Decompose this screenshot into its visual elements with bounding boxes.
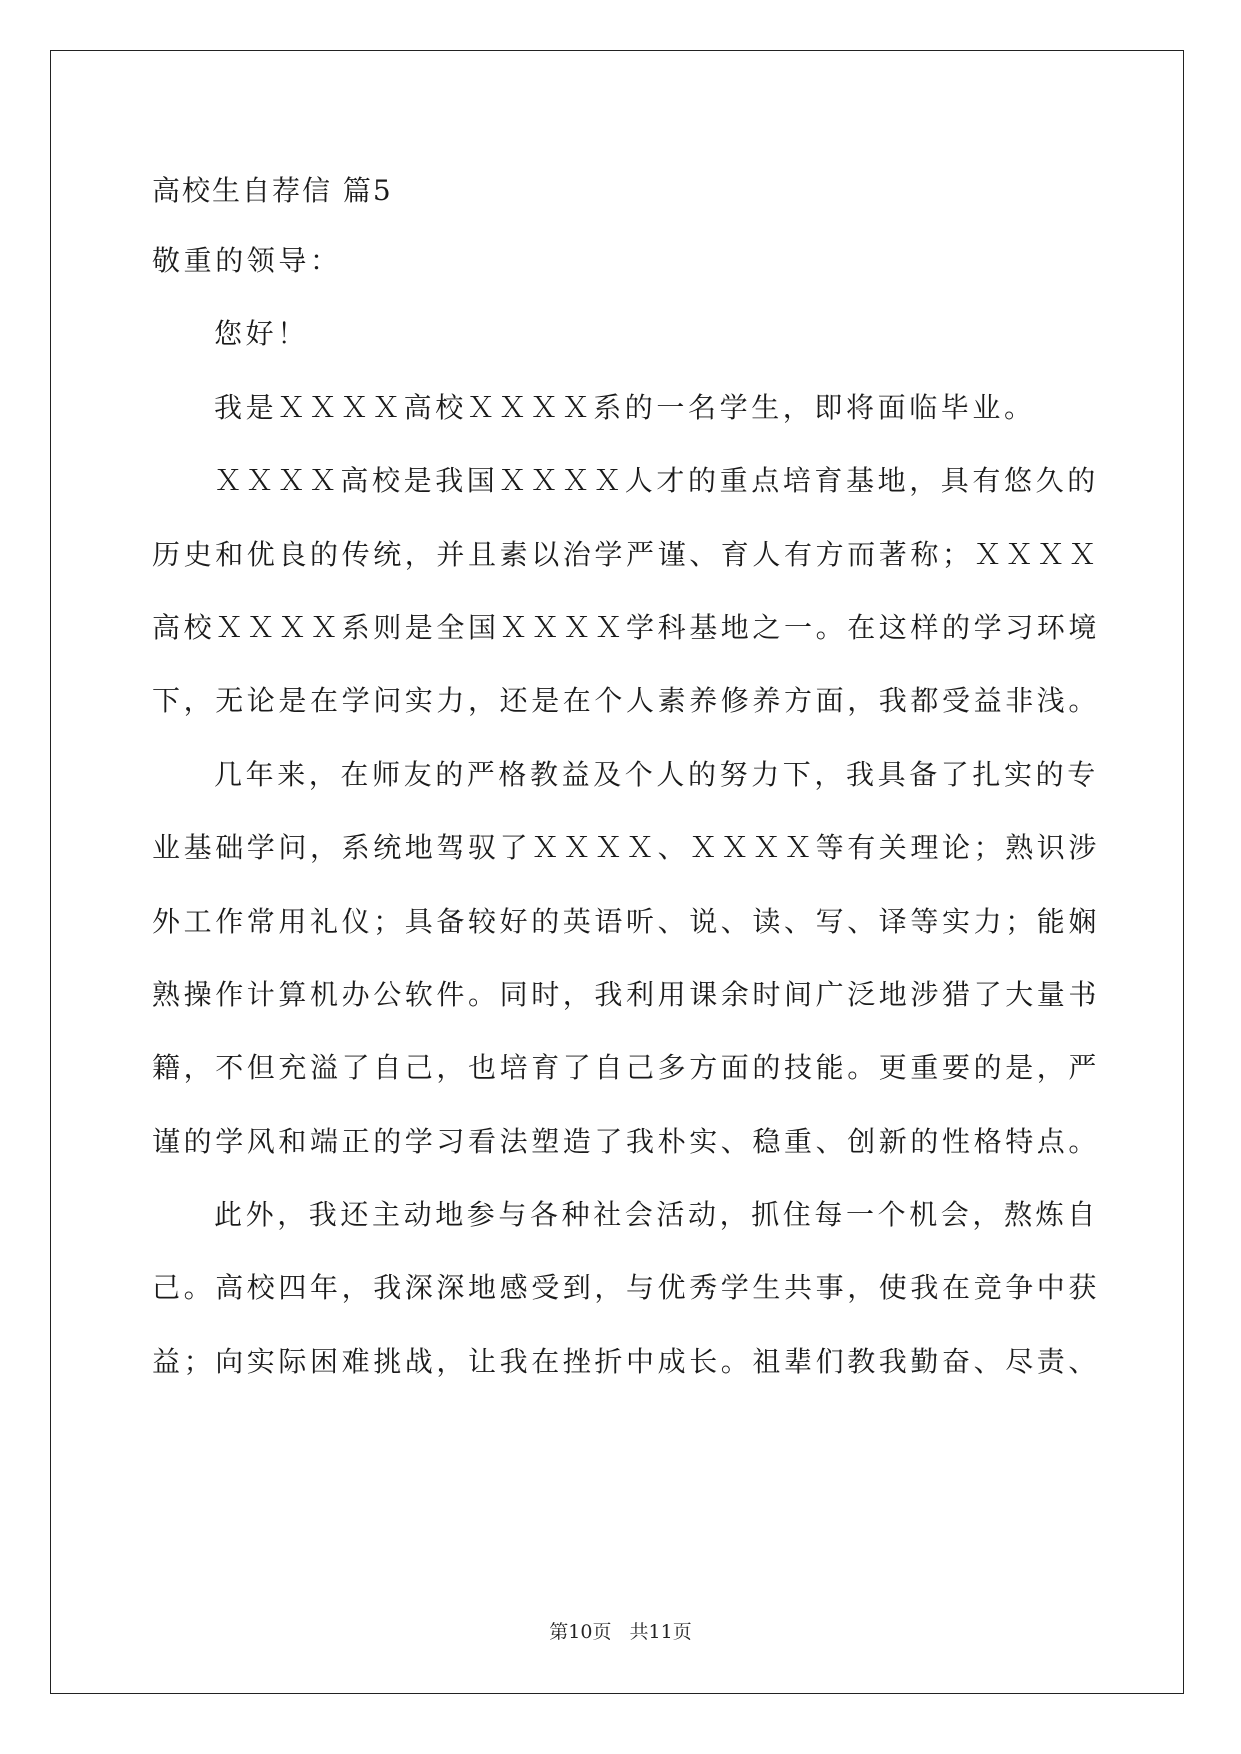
text-line: 熟操作计算机办公软件。同时，我利用课余时间广泛地涉猎了大量书 [152,977,1101,1011]
document-title: 高校生自荐信 篇5 [152,174,393,207]
text-line: 谨的学风和端正的学习看法塑造了我朴实、稳重、创新的性格特点。 [152,1124,1101,1158]
text-line: 高校ＸＸＸＸ系则是全国ＸＸＸＸ学科基地之一。在这样的学习环境 [152,610,1101,644]
paragraph-lines [152,297,1101,1398]
document-body [152,158,1101,1398]
text-line: 历史和优良的传统，并且素以治学严谨、育人有方而著称；ＸＸＸＸ [152,537,1101,571]
page-total: 共11页 [629,1621,692,1643]
text-line: ＸＸＸＸ高校是我国ＸＸＸＸ人才的重点培育基地，具有悠久的 [214,464,1099,498]
salutation: 敬重的领导： [152,244,342,277]
text-line: 籍，不但充溢了自己，也培育了自己多方面的技能。更重要的是，严 [152,1051,1101,1085]
text-line: 您好！ [214,317,309,351]
text-line: 下，无论是在学问实力，还是在个人素养修养方面，我都受益非浅。 [152,684,1101,718]
text-line: 几年来，在师友的严格教益及个人的努力下，我具备了扎实的专 [214,757,1099,791]
page-number: 第10页 [549,1621,612,1643]
text-line: 益；向实际困难挑战，让我在挫折中成长。祖辈们教我勤奋、尽责、 [152,1344,1101,1378]
page-footer [0,1617,1241,1644]
text-line: 此外，我还主动地参与各种社会活动，抓住每一个机会，熬炼自 [214,1198,1099,1232]
text-line: 我是ＸＸＸＸ高校ＸＸＸＸ系的一名学生，即将面临毕业。 [214,390,1036,424]
text-line: 业基础学问，系统地驾驭了ＸＸＸＸ、ＸＸＸＸ等有关理论；熟识涉 [152,831,1101,865]
text-line: 外工作常用礼仪；具备较好的英语听、说、读、写、译等实力；能娴 [152,904,1101,938]
text-line: 己。高校四年，我深深地感受到，与优秀学生共事，使我在竞争中获 [152,1271,1101,1305]
